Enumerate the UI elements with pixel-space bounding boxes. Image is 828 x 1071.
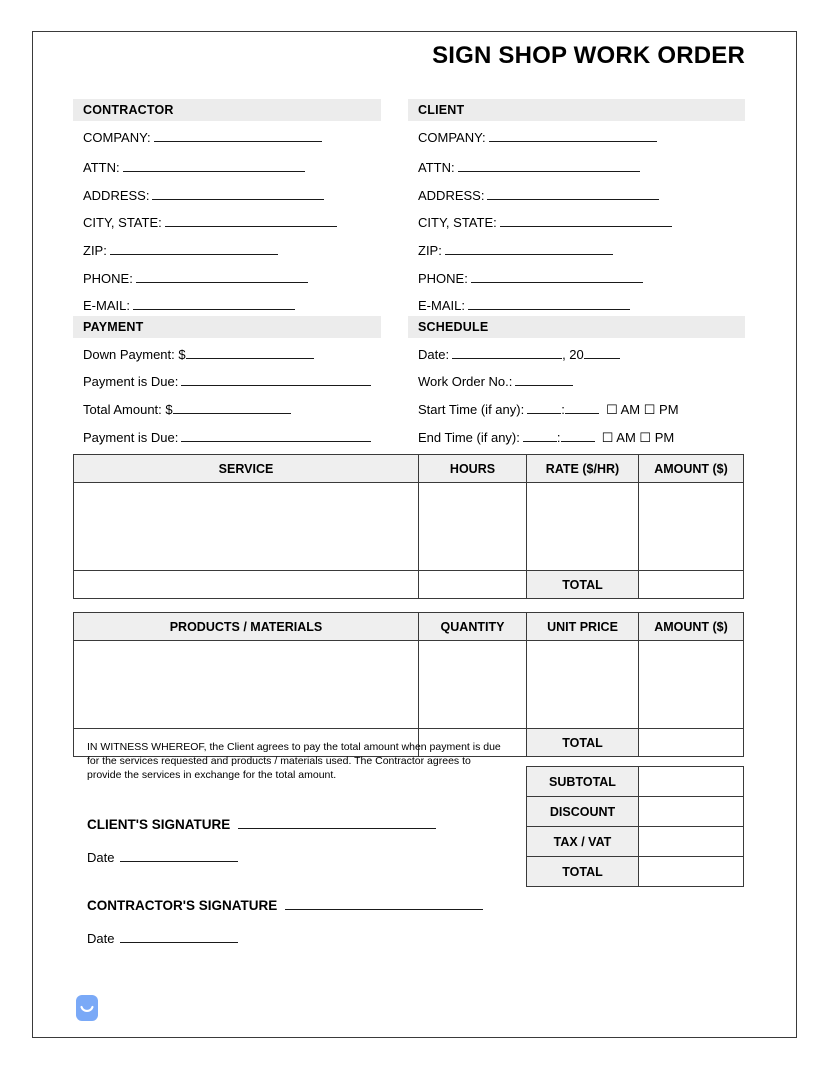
client-date-input[interactable] [120, 850, 238, 862]
start-time-field [418, 402, 679, 418]
contractor-email-label: E-MAIL: [83, 298, 130, 313]
service-col-header-amount: AMOUNT ($) [639, 455, 744, 483]
contractor-attn-label: ATTN: [83, 160, 120, 175]
summary-table [526, 766, 744, 887]
end-time-hour-input[interactable] [523, 430, 557, 442]
products-table-header-row [74, 613, 744, 641]
products-cell-quantity[interactable] [419, 641, 527, 729]
client-phone-input[interactable] [471, 271, 643, 283]
contractor-phone-field [83, 271, 308, 287]
contractor-phone-label: PHONE: [83, 271, 133, 286]
client-zip-input[interactable] [445, 243, 613, 255]
end-time-separator: : [556, 430, 561, 445]
payment-due-label-1: Payment is Due: [83, 374, 179, 389]
contractor-address-input[interactable] [152, 188, 324, 200]
client-phone-field [418, 271, 643, 287]
client-email-field [418, 298, 630, 314]
service-table-header-row [74, 455, 744, 483]
start-time-am-checkbox[interactable]: ☐ [606, 402, 618, 417]
start-time-pm-label: PM [659, 402, 679, 417]
work-order-no-label: Work Order No.: [418, 374, 513, 389]
work-order-no-input[interactable] [515, 374, 573, 386]
client-date-row [87, 850, 238, 865]
products-cell-description[interactable] [74, 641, 419, 729]
service-cell-rate[interactable] [527, 483, 639, 571]
contractor-company-label: COMPANY: [83, 130, 151, 145]
products-table [73, 612, 744, 757]
contractor-phone-input[interactable] [136, 271, 308, 283]
total-amount-label: Total Amount: $ [83, 402, 173, 417]
start-time-separator: : [561, 402, 565, 417]
service-col-header-hours: HOURS [419, 455, 527, 483]
summary-value-total[interactable] [639, 857, 744, 887]
section-header-schedule: SCHEDULE [408, 316, 745, 338]
payment-due-field-2 [83, 430, 371, 446]
contractor-attn-input[interactable] [123, 160, 305, 172]
end-time-pm-checkbox[interactable]: ☐ [639, 430, 652, 445]
contractor-zip-label: ZIP: [83, 243, 107, 258]
contractor-city-state-label: CITY, STATE: [83, 215, 162, 230]
contractor-address-field [83, 188, 324, 204]
products-total-label: TOTAL [527, 729, 639, 757]
document-page [32, 31, 797, 1038]
section-header-contractor: CONTRACTOR [73, 99, 381, 121]
contractor-date-row [87, 931, 238, 946]
start-time-minute-input[interactable] [565, 402, 599, 414]
schedule-date-field [418, 347, 620, 363]
service-total-spacer-2 [419, 571, 527, 599]
client-zip-field [418, 243, 613, 259]
start-time-hour-input[interactable] [527, 402, 561, 414]
service-cell-amount[interactable] [639, 483, 744, 571]
work-order-no-field [418, 374, 573, 390]
client-signature-label: CLIENT'S SIGNATURE [87, 817, 231, 832]
page-title: SIGN SHOP WORK ORDER [432, 42, 745, 69]
service-table-row [74, 483, 744, 571]
summary-value-discount[interactable] [639, 797, 744, 827]
products-table-row [74, 641, 744, 729]
products-col-header-unit-price: UNIT PRICE [527, 613, 639, 641]
summary-row-tax [527, 827, 744, 857]
client-zip-label: ZIP: [418, 243, 442, 258]
service-col-header-rate: RATE ($/HR) [527, 455, 639, 483]
products-cell-amount[interactable] [639, 641, 744, 729]
summary-row-discount [527, 797, 744, 827]
payment-due-input-2[interactable] [181, 430, 371, 442]
summary-label-subtotal: SUBTOTAL [527, 767, 639, 797]
schedule-year-input[interactable] [584, 347, 620, 359]
end-time-minute-input[interactable] [561, 430, 595, 442]
products-col-header-quantity: QUANTITY [419, 613, 527, 641]
total-amount-field [83, 402, 291, 418]
client-company-field [418, 130, 657, 146]
contractor-email-input[interactable] [133, 298, 295, 310]
products-col-header-materials: PRODUCTS / MATERIALS [74, 613, 419, 641]
summary-row-total [527, 857, 744, 887]
summary-label-discount: DISCOUNT [527, 797, 639, 827]
contractor-email-field [83, 298, 295, 314]
client-signature-input[interactable] [238, 817, 436, 829]
contractor-company-input[interactable] [154, 130, 322, 142]
client-attn-label: ATTN: [418, 160, 455, 175]
end-time-label: End Time (if any): [418, 430, 520, 445]
client-email-label: E-MAIL: [418, 298, 465, 313]
schedule-date-input[interactable] [452, 347, 562, 359]
products-col-header-amount: AMOUNT ($) [639, 613, 744, 641]
client-city-state-input[interactable] [500, 215, 672, 227]
client-signature-row [87, 817, 436, 832]
service-cell-description[interactable] [74, 483, 419, 571]
contractor-attn-field [83, 160, 305, 176]
contractor-date-label: Date [87, 931, 115, 946]
client-address-label: ADDRESS: [418, 188, 485, 203]
payment-due-input-1[interactable] [181, 374, 371, 386]
client-phone-label: PHONE: [418, 271, 468, 286]
witness-clause: IN WITNESS WHEREOF, the Client agrees to pay the total amount when payment is due for the services requested and products / materials used. The Contractor agrees to provide the services in exchange for the total amount. [87, 741, 501, 781]
end-time-field [418, 430, 674, 446]
contractor-city-state-input[interactable] [165, 215, 337, 227]
schedule-date-label: Date: [418, 347, 450, 362]
contractor-date-input[interactable] [120, 931, 238, 943]
client-address-field [418, 188, 659, 204]
service-total-spacer-1 [74, 571, 419, 599]
service-col-header-service: SERVICE [74, 455, 419, 483]
products-total-value[interactable] [639, 729, 744, 757]
client-attn-field [418, 160, 640, 176]
summary-label-tax: TAX / VAT [527, 827, 639, 857]
section-header-payment: PAYMENT [73, 316, 381, 338]
payment-due-field-1 [83, 374, 371, 390]
contractor-zip-field [83, 243, 278, 259]
client-email-input[interactable] [468, 298, 630, 310]
client-company-input[interactable] [489, 130, 657, 142]
section-header-client: CLIENT [408, 99, 745, 121]
down-payment-input[interactable] [186, 347, 314, 359]
client-attn-input[interactable] [458, 160, 640, 172]
contractor-signature-label: CONTRACTOR'S SIGNATURE [87, 898, 278, 913]
start-time-am-label: AM [620, 402, 641, 417]
smile-document-logo [75, 994, 99, 1022]
total-amount-input[interactable] [173, 402, 291, 414]
contractor-signature-row [87, 898, 483, 913]
end-time-am-label: AM [616, 430, 636, 445]
payment-due-label-2: Payment is Due: [83, 430, 179, 445]
start-time-pm-checkbox[interactable]: ☐ [643, 402, 656, 417]
client-address-input[interactable] [487, 188, 659, 200]
client-company-label: COMPANY: [418, 130, 486, 145]
summary-value-tax[interactable] [639, 827, 744, 857]
schedule-year-prefix: , 20 [562, 347, 584, 362]
document-content [73, 32, 745, 1037]
service-cell-hours[interactable] [419, 483, 527, 571]
service-total-label: TOTAL [527, 571, 639, 599]
summary-label-total: TOTAL [527, 857, 639, 887]
contractor-address-label: ADDRESS: [83, 188, 150, 203]
contractor-company-field [83, 130, 322, 146]
end-time-am-checkbox[interactable]: ☐ [601, 430, 614, 445]
service-total-value[interactable] [639, 571, 744, 599]
service-table [73, 454, 744, 599]
products-cell-unit-price[interactable] [527, 641, 639, 729]
summary-value-subtotal[interactable] [639, 767, 744, 797]
contractor-signature-input[interactable] [285, 898, 483, 910]
summary-row-subtotal [527, 767, 744, 797]
contractor-zip-input[interactable] [110, 243, 278, 255]
client-date-label: Date [87, 850, 115, 865]
client-city-state-field [418, 215, 672, 231]
down-payment-field [83, 347, 314, 363]
end-time-pm-label: PM [654, 430, 675, 445]
client-city-state-label: CITY, STATE: [418, 215, 497, 230]
contractor-city-state-field [83, 215, 337, 231]
down-payment-label: Down Payment: $ [83, 347, 186, 362]
service-table-total-row [74, 571, 744, 599]
start-time-label: Start Time (if any): [418, 402, 525, 417]
